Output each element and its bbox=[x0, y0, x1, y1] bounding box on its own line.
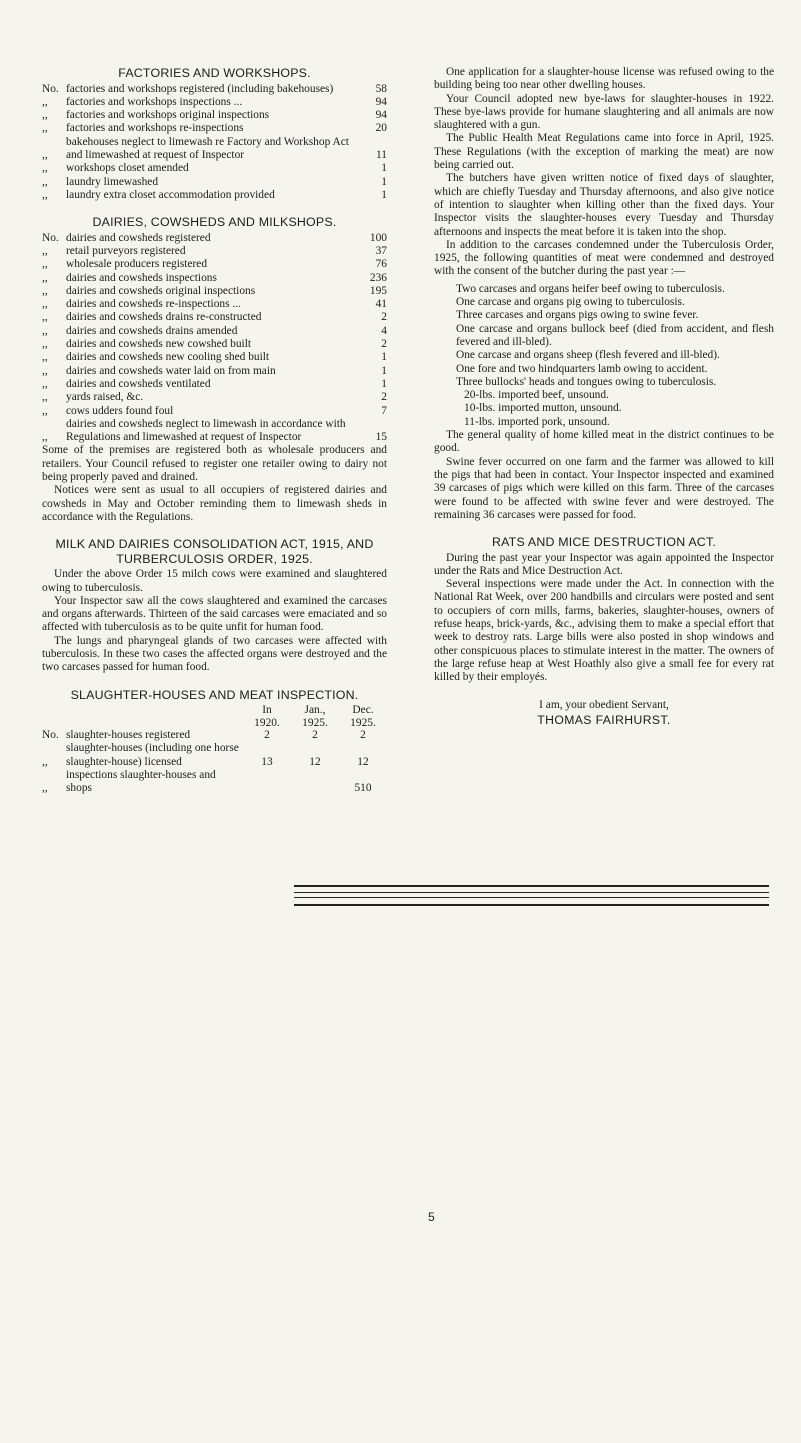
list-item: ,, laundry limewashed 1 bbox=[42, 175, 387, 188]
left-column bbox=[42, 66, 387, 796]
list-item: ,, dairies and cowsheds inspections 236 bbox=[42, 271, 387, 284]
list-item: One carcase and organs bullock beef (died from accident, and flesh fevered and ill-bled). bbox=[456, 322, 774, 348]
dairies-list bbox=[42, 232, 387, 445]
paragraph: Some of the premises are registered both as wholesale producers and retailers. Your Council refused to register one retailer owing to dairy not being properly paved and drained. bbox=[42, 444, 387, 484]
paragraph: Several inspections were made under the Act. In connection with the National Rat Week, over 200 handbills and circulars were posted and sent to occupiers of corn mills, farms, bakeries, slaughter-houses, owners of refuse heaps, brick-yards, &c., advising them to make a special effort that week to destroy rats. Large bills were also posted in shop windows and other conspicuous places to stimulate interest in the matter. The owners of the large refuse heap at West Hoathly also give a small fee for every rat killed by their employés. bbox=[434, 578, 774, 684]
list-item: ,, dairies and cowsheds neglect to limewash in accordance with Regulations and limewashed at request of Inspector 15 bbox=[42, 417, 387, 444]
milk-heading: MILK AND DAIRIES CONSOLIDATION ACT, 1915, AND TURBERCULOSIS ORDER, 1925. bbox=[55, 537, 374, 566]
list-item: 10-lbs. imported mutton, unsound. bbox=[464, 402, 622, 415]
list-item: Three bullocks' heads and tongues owing to tuberculosis. bbox=[456, 375, 717, 388]
column-header: 1920. bbox=[254, 716, 280, 729]
list-item: ,, laundry extra closet accommodation provided 1 bbox=[42, 188, 387, 201]
list-item: Two carcases and organs heifer beef owing to tuberculosis. bbox=[456, 282, 725, 295]
paragraph: One application for a slaughter-house license was refused owing to the building being too near other dwelling houses. bbox=[434, 66, 774, 92]
list-item: 20-lbs. imported beef, unsound. bbox=[464, 389, 609, 402]
table-row: No. slaughter-houses registered 2 2 2 bbox=[42, 729, 366, 742]
list-item: ,, factories and workshops original inspections 94 bbox=[42, 109, 387, 122]
list-item: ,, dairies and cowsheds new cowshed built 2 bbox=[42, 338, 387, 351]
page-number: 5 bbox=[428, 1210, 435, 1224]
dairies-heading: DAIRIES, COWSHEDS AND MILKSHOPS. bbox=[92, 215, 337, 230]
table-row: ,, slaughter-houses (including one horse slaughter-house) licensed 13 12 12 bbox=[42, 742, 369, 768]
column-header: In bbox=[262, 704, 272, 717]
slaughter-table bbox=[42, 704, 387, 795]
list-item: Three carcases and organs pigs owing to swine fever. bbox=[456, 309, 699, 322]
condemned-list bbox=[434, 283, 774, 429]
signoff: I am, your obedient Servant, bbox=[539, 698, 669, 711]
list-item: ,, dairies and cowsheds drains re-constructed 2 bbox=[42, 311, 387, 324]
paragraph: During the past year your Inspector was again appointed the Inspector under the Rats and Mice Destruction Act. bbox=[434, 551, 774, 577]
footer-rule bbox=[294, 897, 769, 898]
list-item: One carcase and organs sheep (flesh fevered and ill-bled). bbox=[456, 349, 720, 362]
list-item: ,, yards raised, &c. 2 bbox=[42, 391, 387, 404]
list-item: ,, cows udders found foul 7 bbox=[42, 404, 387, 417]
paragraph: The Public Health Meat Regulations came into force in April, 1925. These Regulations (with the exception of marking the meat) are now being carried out. bbox=[434, 132, 774, 172]
table-header bbox=[42, 704, 387, 717]
list-item: ,, dairies and cowsheds original inspections 195 bbox=[42, 284, 387, 297]
list-item: 11-lbs. imported pork, unsound. bbox=[464, 415, 610, 428]
table-row: ,, inspections slaughter-houses and shops 510 bbox=[42, 768, 372, 795]
list-item: ,, wholesale producers registered 76 bbox=[42, 258, 387, 271]
footer-rule bbox=[294, 904, 769, 906]
list-item: ,, dairies and cowsheds water laid on from main 1 bbox=[42, 364, 387, 377]
list-item: ,, factories and workshops inspections ... 94 bbox=[42, 95, 387, 108]
paragraph: In addition to the carcases condemned under the Tuberculosis Order, 1925, the following quantities of meat were condemned and destroyed with the consent of the butcher during the past year :— bbox=[434, 238, 774, 278]
paragraph: The general quality of home killed meat in the district continues to be good. bbox=[434, 429, 774, 455]
footer-rule bbox=[294, 892, 769, 893]
paragraph: Swine fever occurred on one farm and the farmer was allowed to kill the pigs that had been in contact. Your Inspector inspected and examined 39 carcases of pigs which were killed on this farm. Three of the carcases were found to be affected with swine fever and were destroyed. The remaining 36 carcases were passed for food. bbox=[434, 455, 774, 521]
list-item: One carcase and organs pig owing to tuberculosis. bbox=[456, 296, 685, 309]
list-item: ,, dairies and cowsheds re-inspections ... 41 bbox=[42, 298, 387, 311]
rats-heading: RATS AND MICE DESTRUCTION ACT. bbox=[491, 535, 716, 550]
list-item: ,, bakehouses neglect to limewash re Factory and Workshop Act and limewashed at request of Inspector 11 bbox=[42, 135, 387, 161]
paragraph: Your Inspector saw all the cows slaughtered and examined the carcases and organs afterwards. Thirteen of the said carcases were emaciated and so affected with tuberculosis as to be quite unfit for human food. bbox=[42, 594, 387, 634]
list-item: ,, factories and workshops re-inspections 20 bbox=[42, 122, 387, 135]
list-item: ,, dairies and cowsheds drains amended 4 bbox=[42, 324, 387, 337]
list-item: No. factories and workshops registered (including bakehouses) 58 bbox=[42, 82, 387, 95]
column-header: 1925. bbox=[350, 716, 376, 729]
factories-heading: FACTORIES AND WORKSHOPS. bbox=[118, 66, 311, 80]
list-item: ,, retail purveyors registered 37 bbox=[42, 244, 387, 257]
column-header: Dec. bbox=[352, 704, 374, 717]
paragraph: Under the above Order 15 milch cows were examined and slaughtered owing to tuberculosis. bbox=[42, 568, 387, 594]
column-header: Jan., bbox=[304, 704, 326, 717]
paragraph: Notices were sent as usual to all occupiers of registered dairies and cowsheds in May and October reminding them to limewash sheds in accordance with the Regulations. bbox=[42, 484, 387, 523]
column-header: 1925. bbox=[302, 716, 328, 729]
paragraph: The lungs and pharyngeal glands of two carcases were affected with tuberculosis. In these two cases the affected organs were destroyed and the two carcases passed for human food. bbox=[42, 634, 387, 674]
table-header bbox=[42, 717, 387, 730]
list-item: ,, dairies and cowsheds ventilated 1 bbox=[42, 377, 387, 390]
slaughter-heading: SLAUGHTER-HOUSES AND MEAT INSPECTION. bbox=[70, 687, 359, 702]
list-item: No. dairies and cowsheds registered 100 bbox=[42, 231, 387, 244]
right-column bbox=[434, 66, 774, 727]
list-item: ,, dairies and cowsheds new cooling shed built 1 bbox=[42, 351, 387, 364]
paragraph: Your Council adopted new bye-laws for slaughter-houses in 1922. These bye-laws provide for humane slaughtering and all animals are now slaughtered with a gun. bbox=[434, 92, 774, 132]
list-item: One fore and two hindquarters lamb owing to accident. bbox=[456, 362, 708, 375]
factories-list bbox=[42, 83, 387, 203]
list-item: ,, workshops closet amended 1 bbox=[42, 162, 387, 175]
footer-rule bbox=[294, 885, 769, 887]
signature-name: THOMAS FAIRHURST. bbox=[537, 712, 671, 727]
paragraph: The butchers have given written notice of fixed days of slaughter, which are chiefly Tuesday and Thursday afternoons, and also give notice of intention to slaughter when killing other than the fixed days. Your Inspector visits the slaughter-houses every Tuesday and Thursday afternoons and inspects the meat before it is taken into the shop. bbox=[434, 172, 774, 238]
